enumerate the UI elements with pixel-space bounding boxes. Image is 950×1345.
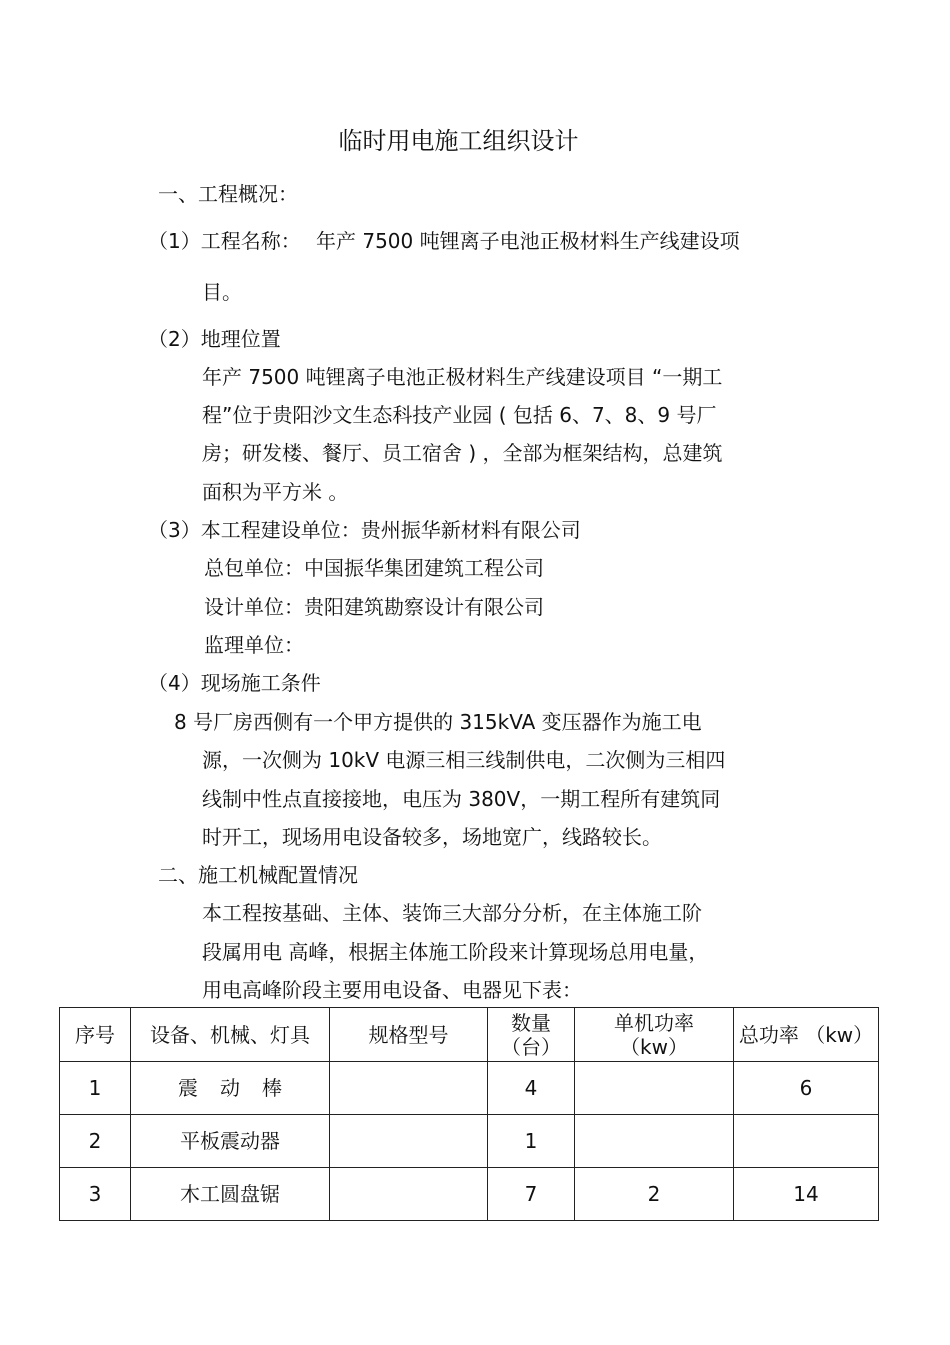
header-seq: 序号	[60, 1008, 131, 1062]
cell-seq: 3	[60, 1168, 131, 1221]
cell-equipment: 平板震动器	[131, 1115, 330, 1168]
section1-heading: 一、工程概况：	[158, 182, 298, 206]
header-total-power: 总功率 （kw）	[734, 1008, 879, 1062]
item4-label: （4）现场施工条件	[148, 671, 321, 695]
cell-equipment: 木工圆盘锯	[131, 1168, 330, 1221]
header-qty-line2: （台）	[501, 1034, 561, 1059]
item4-line2: 源，一次侧为 10kV 电源三相三线制供电，二次侧为三相四	[202, 748, 726, 772]
cell-qty: 1	[488, 1115, 575, 1168]
cell-equipment: 震动棒	[131, 1062, 330, 1115]
header-model: 规格型号	[330, 1008, 488, 1062]
item1-line1: 年产 7500 吨锂离子电池正极材料生产线建设项	[316, 229, 740, 253]
item2-line1: 年产 7500 吨锂离子电池正极材料生产线建设项目 “一期工	[202, 365, 723, 389]
contractor-line: 总包单位：中国振华集团建筑工程公司	[204, 556, 544, 580]
section2-line1: 本工程按基础、主体、装饰三大部分分析，在主体施工阶	[202, 901, 702, 925]
cell-model	[330, 1115, 488, 1168]
cell-model	[330, 1062, 488, 1115]
item2-label: （2）地理位置	[148, 327, 281, 351]
section2-line2: 段属用电 高峰，根据主体施工阶段来计算现场总用电量，	[202, 940, 709, 964]
header-unit-power-line1: 单机功率	[614, 1010, 694, 1035]
cell-total-power	[734, 1115, 879, 1168]
item4-line1: 8 号厂房西侧有一个甲方提供的 315kVA 变压器作为施工电	[174, 710, 702, 734]
cell-model	[330, 1168, 488, 1221]
section2-heading: 二、施工机械配置情况	[158, 863, 358, 887]
cell-unit-power	[575, 1062, 734, 1115]
header-unit-power	[575, 1008, 734, 1062]
item2-line4: 面积为平方米 。	[202, 480, 349, 504]
cell-qty: 7	[488, 1168, 575, 1221]
table-header-row	[60, 1008, 879, 1062]
cell-unit-power	[575, 1115, 734, 1168]
table-row	[60, 1168, 879, 1221]
cell-qty: 4	[488, 1062, 575, 1115]
cell-total-power: 14	[734, 1168, 879, 1221]
equipment-table	[59, 1007, 879, 1221]
item1-label: （1）工程名称：	[148, 229, 301, 253]
cell-seq: 1	[60, 1062, 131, 1115]
section2-line3: 用电高峰阶段主要用电设备、电器见下表：	[202, 978, 582, 1002]
item4-line3: 线制中性点直接接地，电压为 380V，一期工程所有建筑同	[202, 787, 721, 811]
table-row	[60, 1115, 879, 1168]
cell-unit-power: 2	[575, 1168, 734, 1221]
cell-seq: 2	[60, 1115, 131, 1168]
item2-line3: 房；研发楼、餐厅、员工宿舍 ) ，全部为框架结构，总建筑	[202, 441, 723, 465]
item2-line2: 程”位于贵阳沙文生态科技产业园 ( 包括 6、7、8、9 号厂	[202, 403, 717, 427]
item4-line4: 时开工，现场用电设备较多，场地宽广，线路较长。	[202, 825, 662, 849]
header-equipment: 设备、机械、灯具	[131, 1008, 330, 1062]
document-title: 临时用电施工组织设计	[338, 127, 579, 155]
header-unit-power-line2: （kw）	[620, 1034, 688, 1059]
item1-line2: 目。	[202, 280, 242, 304]
designer-line: 设计单位：贵阳建筑勘察设计有限公司	[204, 595, 544, 619]
supervisor-line: 监理单位：	[204, 633, 304, 657]
header-qty-line1: 数量	[511, 1010, 551, 1035]
cell-total-power: 6	[734, 1062, 879, 1115]
table-row	[60, 1062, 879, 1115]
header-qty	[488, 1008, 575, 1062]
item3-label: （3）本工程建设单位：贵州振华新材料有限公司	[148, 518, 581, 542]
